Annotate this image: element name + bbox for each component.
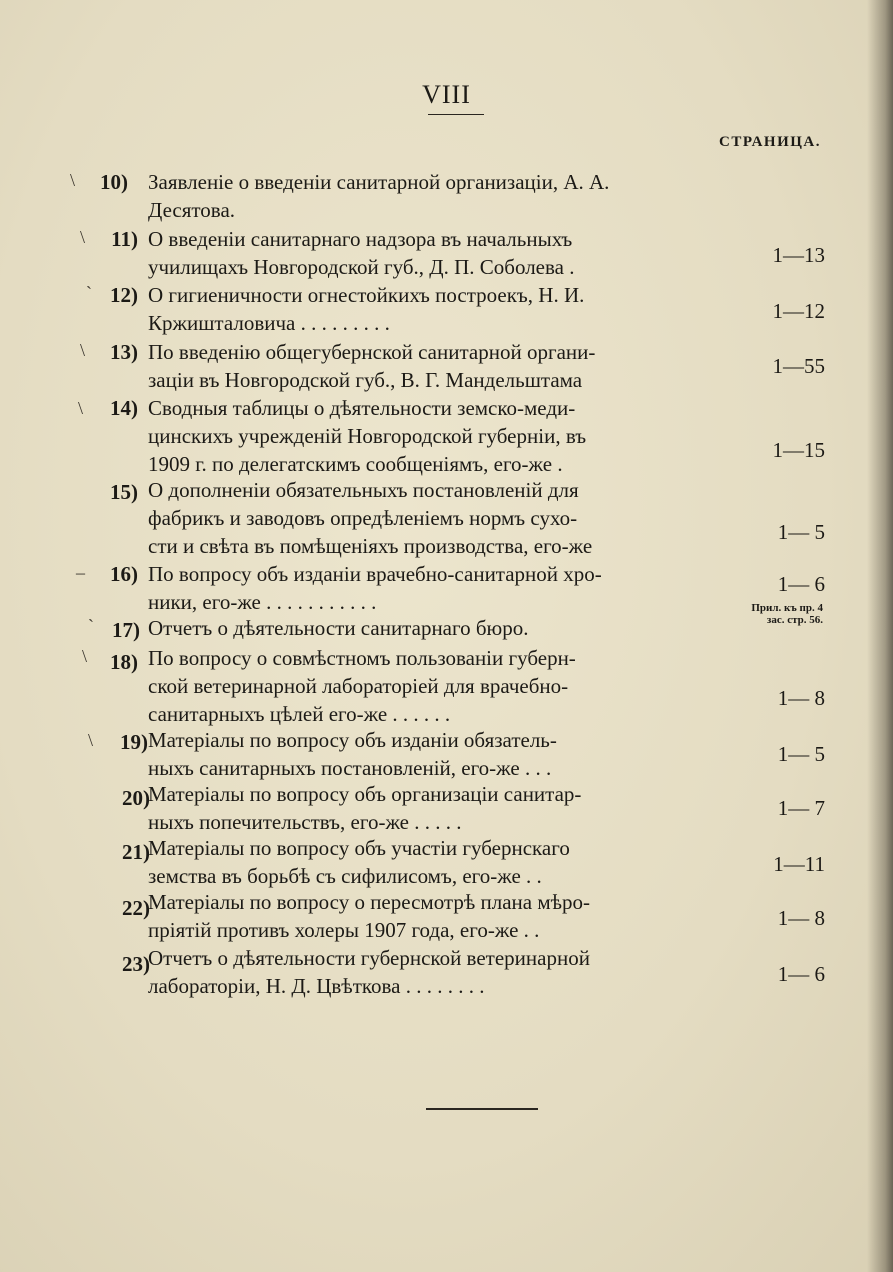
page-edge-shadow [867, 0, 893, 1272]
entry-line: По вопросу о совмѣстномъ пользованіи губерн- [148, 646, 576, 670]
entry-line: училищахъ Новгородской губ., Д. П. Соболева . [148, 255, 575, 279]
entry-pages: 1—15 [772, 438, 825, 462]
margin-mark: ` [86, 283, 92, 303]
entry-pages: 1— 8 [777, 686, 825, 710]
entry-number: 23) [122, 952, 150, 976]
entry-line: О гигиеничности огнестойкихъ построекъ, Н. И. [148, 283, 585, 307]
entry-line: пріятій противъ холеры 1907 года, его-же . . [148, 918, 540, 942]
entry-line: санитарныхъ цѣлей его-же . . . . . . [148, 702, 451, 726]
entry-pages: 1— 6 [777, 962, 825, 986]
entry-number: 10) [100, 170, 128, 194]
entry-number: 18) [110, 650, 138, 674]
entry-line: По введенію общегубернской санитарной органи- [148, 340, 596, 364]
entry-number: 20) [122, 786, 150, 810]
entry-pages: 1— 8 [777, 906, 825, 930]
entry-line: фабрикъ и заводовъ опредѣленіемъ нормъ сухо- [148, 506, 578, 530]
appendix-note-line: Прил. къ пр. 4 [751, 602, 823, 614]
entry-pages: 1— 6 [777, 572, 825, 596]
entry-line: ныхъ санитарныхъ постановленій, его-же . . . [148, 756, 552, 780]
page-number: VIII [422, 80, 471, 109]
entry-line: Матеріалы по вопросу объ организаціи санитар- [148, 782, 582, 806]
entry-pages: 1— 5 [777, 742, 825, 766]
entry-line: заціи въ Новгородской губ., В. Г. Мандельштама [148, 368, 583, 392]
entry-line: ныхъ попечительствъ, его-же . . . . . [148, 810, 462, 834]
entry-line: Матеріалы по вопросу о пересмотрѣ плана мѣро- [148, 890, 591, 914]
margin-mark: \ [80, 227, 86, 247]
entry-number: 17) [112, 618, 140, 642]
entry-number: 14) [110, 396, 138, 420]
entry-line: Кржишталовича . . . . . . . . . [148, 311, 390, 335]
entry-line: О дополненіи обязательныхъ постановленій для [148, 478, 579, 502]
entry-line: Отчетъ о дѣятельности губернской ветеринарной [148, 946, 590, 970]
entry-number: 13) [110, 340, 138, 364]
closing-rule [426, 1108, 538, 1110]
entry-line: Матеріалы по вопросу объ изданіи обязатель- [148, 728, 557, 752]
entry-number: 22) [122, 896, 150, 920]
entry-pages: 1—11 [773, 852, 825, 876]
entry-pages: 1—13 [772, 243, 825, 267]
entry-pages: 1—55 [772, 354, 825, 378]
page-number-underline [428, 114, 484, 115]
entry-line: ники, его-же . . . . . . . . . . . [148, 590, 377, 614]
margin-mark: \ [70, 170, 76, 190]
margin-mark: \ [82, 646, 88, 666]
margin-mark: ` [88, 616, 94, 636]
entry-number: 15) [110, 480, 138, 504]
entry-pages: 1— 7 [777, 796, 825, 820]
entry-line: Заявленіе о введеніи санитарной организаціи, А. А. [148, 170, 610, 194]
appendix-note [703, 602, 823, 626]
entry-line: цинскихъ учрежденій Новгородской губерніи, въ [148, 424, 587, 448]
entry-pages: 1—12 [772, 299, 825, 323]
margin-mark: \ [88, 730, 94, 750]
entry-line: земства въ борьбѣ съ сифилисомъ, его-же . . [148, 864, 542, 888]
entry-number: 19) [120, 730, 148, 754]
entry-line: По вопросу объ изданіи врачебно-санитарной хро- [148, 562, 602, 586]
margin-mark: \ [80, 340, 86, 360]
pages-column-header: СТРАНИЦА. [719, 134, 821, 150]
entry-number: 16) [110, 562, 138, 586]
entry-line: Отчетъ о дѣятельности санитарнаго бюро. [148, 616, 529, 640]
appendix-note-line: зас. стр. 56. [766, 614, 823, 626]
entry-line: лабораторіи, Н. Д. Цвѣткова . . . . . . . . [148, 974, 485, 998]
entry-line: Матеріалы по вопросу объ участіи губернскаго [148, 836, 570, 860]
entry-pages: 1— 5 [777, 520, 825, 544]
entry-line: Десятова. [148, 198, 236, 222]
entry-line: сти и свѣта въ помѣщеніяхъ производства, его-же [148, 534, 593, 558]
entry-line: Сводныя таблицы о дѣятельности земско-меди- [148, 396, 576, 420]
entry-number: 21) [122, 840, 150, 864]
margin-mark: _ [76, 556, 85, 576]
margin-mark: \ [78, 398, 84, 418]
entry-line: 1909 г. по делегатскимъ сообщеніямъ, его-же . [148, 452, 563, 476]
entry-number: 12) [110, 283, 138, 307]
entry-line: О введеніи санитарнаго надзора въ начальныхъ [148, 227, 573, 251]
entry-number: 11) [111, 227, 138, 251]
entry-line: ской ветеринарной лабораторіей для врачебно- [148, 674, 569, 698]
